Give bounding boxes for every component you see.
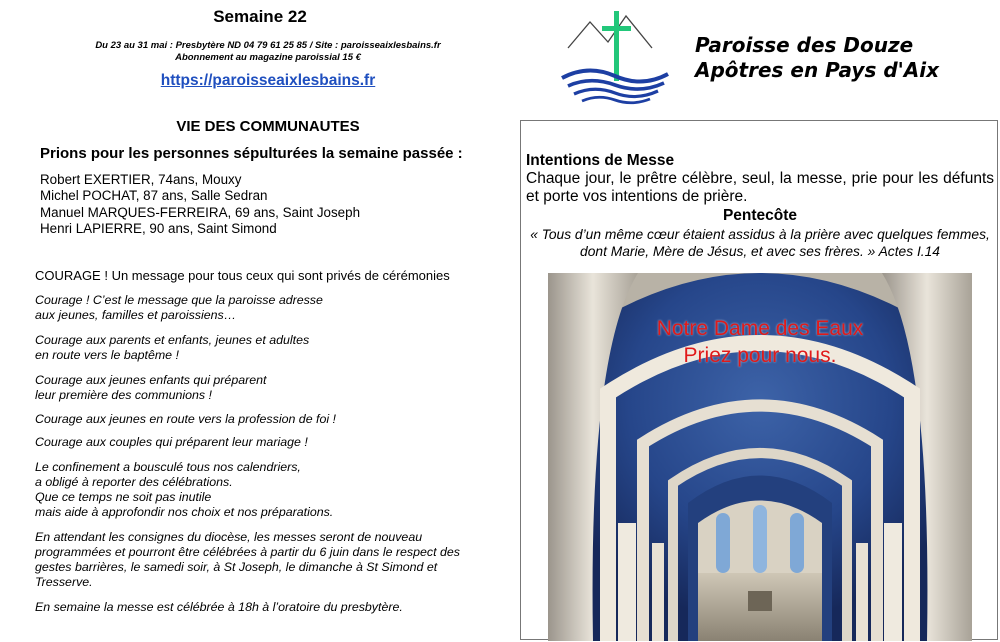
paragraph-line: Courage ! C’est le message que la paroisse adresse: [35, 293, 323, 307]
paragraph-line: mais aide à approfondir nos choix et nos préparations.: [35, 505, 334, 519]
mass-title: Intentions de Messe: [526, 152, 675, 169]
paragraph-line: En semaine la messe est célébrée à 18h à l’oratoire du presbytère.: [35, 600, 403, 614]
paragraph-line: Tresserve.: [35, 575, 93, 589]
paragraph-line: Courage aux parents et enfants, jeunes et adultes: [35, 333, 310, 347]
mass-text: Chaque jour, le prêtre célèbre, seul, la messe, prie pour les défunts et porte vos intentions de prière.: [526, 170, 994, 205]
list-item: Robert EXERTIER, 74ans, Mouxy: [40, 172, 242, 187]
paragraph-line: programmées et pourront être célébrées à partir du 6 juin dans le respect des: [35, 545, 460, 559]
paragraph-line: En attendant les consignes du diocèse, les messes seront de nouveau: [35, 530, 423, 544]
bible-quote: « Tous d’un même cœur étaient assidus à la prière avec quelques femmes, dont Marie, Mère de Jésus, et avec ses frères. » Actes I.14: [530, 227, 990, 259]
paragraph-line: aux jeunes, familles et paroissiens…: [35, 308, 237, 322]
parish-logo-icon: [560, 8, 670, 108]
courage-paragraph: [35, 530, 460, 590]
courage-paragraph: [35, 293, 323, 323]
courage-paragraph: [35, 412, 336, 427]
prayer-title: Prions pour les personnes sépulturées la semaine passée :: [40, 145, 463, 162]
parish-name-line: Paroisse des Douze: [695, 33, 914, 57]
paragraph-line: Courage aux jeunes en route vers la profession de foi !: [35, 412, 336, 426]
courage-paragraph: [35, 600, 403, 615]
pentecost-title: Pentecôte: [722, 207, 798, 224]
caption-line: Notre Dame des Eaux: [656, 317, 864, 340]
list-item: Henri LAPIERRE, 90 ans, Saint Simond: [40, 220, 277, 236]
courage-paragraph: [35, 460, 333, 520]
week-title: Semaine 22: [213, 7, 307, 26]
parish-name: [695, 33, 939, 83]
contact-info: Du 23 au 31 mai : Presbytère ND 04 79 61 25 85 / Site : paroisseaixlesbains.fr: [95, 40, 441, 51]
paragraph-line: Courage aux couples qui préparent leur mariage !: [35, 435, 308, 449]
paragraph-line: en route vers le baptême !: [35, 348, 179, 362]
courage-paragraph: [35, 435, 308, 450]
paragraph-line: Courage aux jeunes enfants qui préparent: [35, 373, 267, 387]
photo-caption: [548, 315, 972, 369]
deceased-list: [40, 172, 360, 237]
list-item: Michel POCHAT, 87 ans, Salle Sedran: [40, 188, 268, 204]
paragraph-line: gestes barrières, le samedi soir, à St Joseph, le dimanche à St Simond et: [35, 560, 438, 574]
subscription-info: Abonnement au magazine paroissial 15 €: [175, 52, 361, 63]
paragraph-line: leur première des communions !: [35, 388, 212, 402]
paragraph-line: Que ce temps ne soit pas inutile: [35, 490, 212, 504]
courage-paragraph: [35, 373, 266, 403]
paragraph-line: a obligé à reporter des célébrations.: [35, 475, 233, 489]
website-link[interactable]: https://paroisseaixlesbains.fr: [160, 72, 376, 89]
paragraph-line: Le confinement a bousculé tous nos calendriers,: [35, 460, 301, 474]
section-title: VIE DES COMMUNAUTES: [176, 118, 360, 135]
caption-line: Priez pour nous.: [683, 344, 837, 367]
mass-intentions-box: [520, 120, 998, 640]
right-column: [520, 0, 1000, 642]
courage-heading: COURAGE ! Un message pour tous ceux qui sont privés de cérémonies: [35, 268, 450, 283]
list-item: Manuel MARQUES-FERREIRA, 69 ans, Saint Joseph: [40, 204, 361, 220]
parish-name-line: Apôtres en Pays d'Aix: [695, 58, 939, 82]
courage-paragraph: [35, 333, 309, 363]
church-photo: [548, 273, 972, 641]
